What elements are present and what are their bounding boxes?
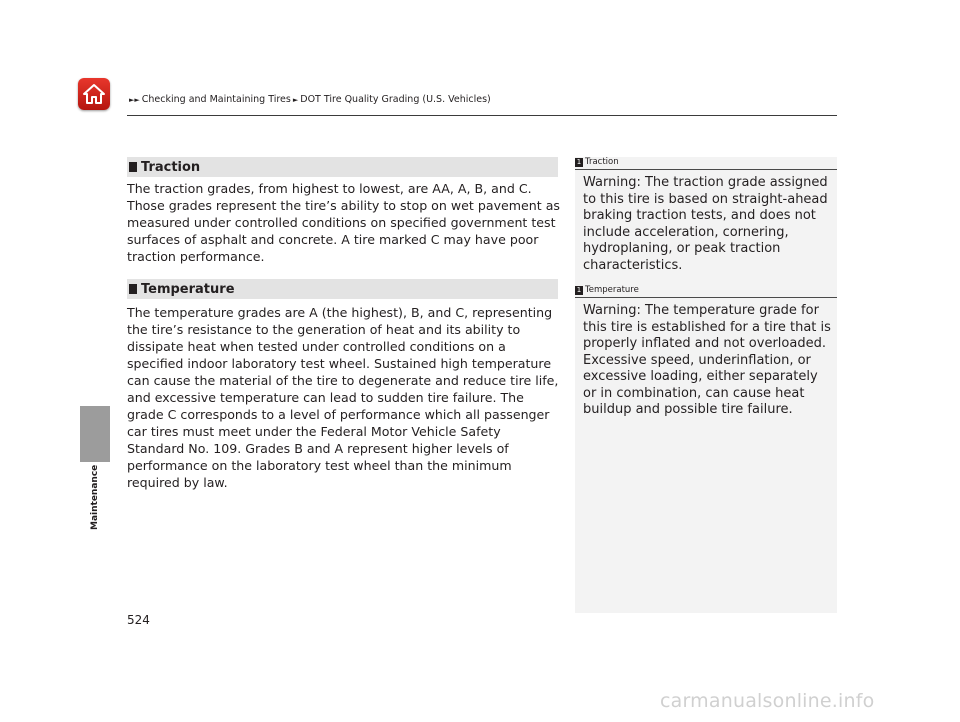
breadcrumb-arrow-icon: ►► bbox=[129, 95, 140, 104]
note-temperature-title: Temperature bbox=[585, 285, 639, 295]
section-tab-marker[interactable] bbox=[80, 406, 110, 462]
note-traction-text: Warning: The traction grade assigned to this tire is based on straight-ahead braking traction tests, and does not include acceleration, cornering, hydroplaning, or peak traction characteristics. bbox=[583, 175, 828, 273]
breadcrumb bbox=[127, 94, 491, 105]
traction-body: The traction grades, from highest to lowest, are AA, A, B, and C. Those grades represent the tire’s ability to stop on wet pavement as measured under controlled conditions on specified government test surfaces of asphalt and concrete. A tire marked C may have poor traction performance. bbox=[127, 181, 560, 264]
note-traction-header bbox=[575, 157, 837, 170]
note-traction-title: Traction bbox=[585, 157, 619, 167]
watermark: carmanualsonline.info bbox=[660, 690, 875, 712]
header-divider bbox=[127, 115, 837, 116]
note-temperature-text: Warning: The temperature grade for this tire is established for a tire that is properly inflated and not overloaded. Excessive speed, underinflation, or excessive loading, either separately or in combination, can cause heat buildup and possible tire failure. bbox=[583, 303, 831, 417]
note-number: 1 bbox=[576, 157, 582, 166]
temperature-heading bbox=[127, 279, 558, 299]
section-square-icon bbox=[129, 162, 137, 172]
home-icon bbox=[82, 83, 106, 105]
temperature-body: The temperature grades are A (the highest), B, and C, representing the tire’s resistance to the generation of heat and its ability to dissipate heat when tested under controlled conditions on a specified indoor laboratory test wheel. Sustained high temperature can cause the material of the tire to degenerate and reduce tire life, and excessive temperature can lead to sudden tire failure. The grade C corresponds to a level of performance which all passenger car tires must meet under the Federal Motor Vehicle Safety Standard No. 109. Grades B and A represent higher levels of performance on the laboratory test wheel than the minimum required by law. bbox=[127, 305, 559, 490]
section-square-icon bbox=[129, 284, 137, 294]
breadcrumb-item-dot-grading[interactable]: DOT Tire Quality Grading (U.S. Vehicles) bbox=[300, 94, 491, 105]
home-button[interactable] bbox=[78, 78, 110, 110]
traction-heading bbox=[127, 157, 558, 177]
note-number: 1 bbox=[576, 285, 582, 294]
breadcrumb-item-tires[interactable]: Checking and Maintaining Tires bbox=[141, 94, 291, 105]
temperature-heading-text: Temperature bbox=[141, 281, 235, 297]
breadcrumb-arrow-icon: ► bbox=[292, 95, 299, 104]
traction-heading-text: Traction bbox=[141, 159, 201, 175]
section-label: Maintenance bbox=[90, 465, 100, 531]
page-number: 524 bbox=[127, 613, 150, 627]
note-temperature-header bbox=[575, 285, 837, 298]
